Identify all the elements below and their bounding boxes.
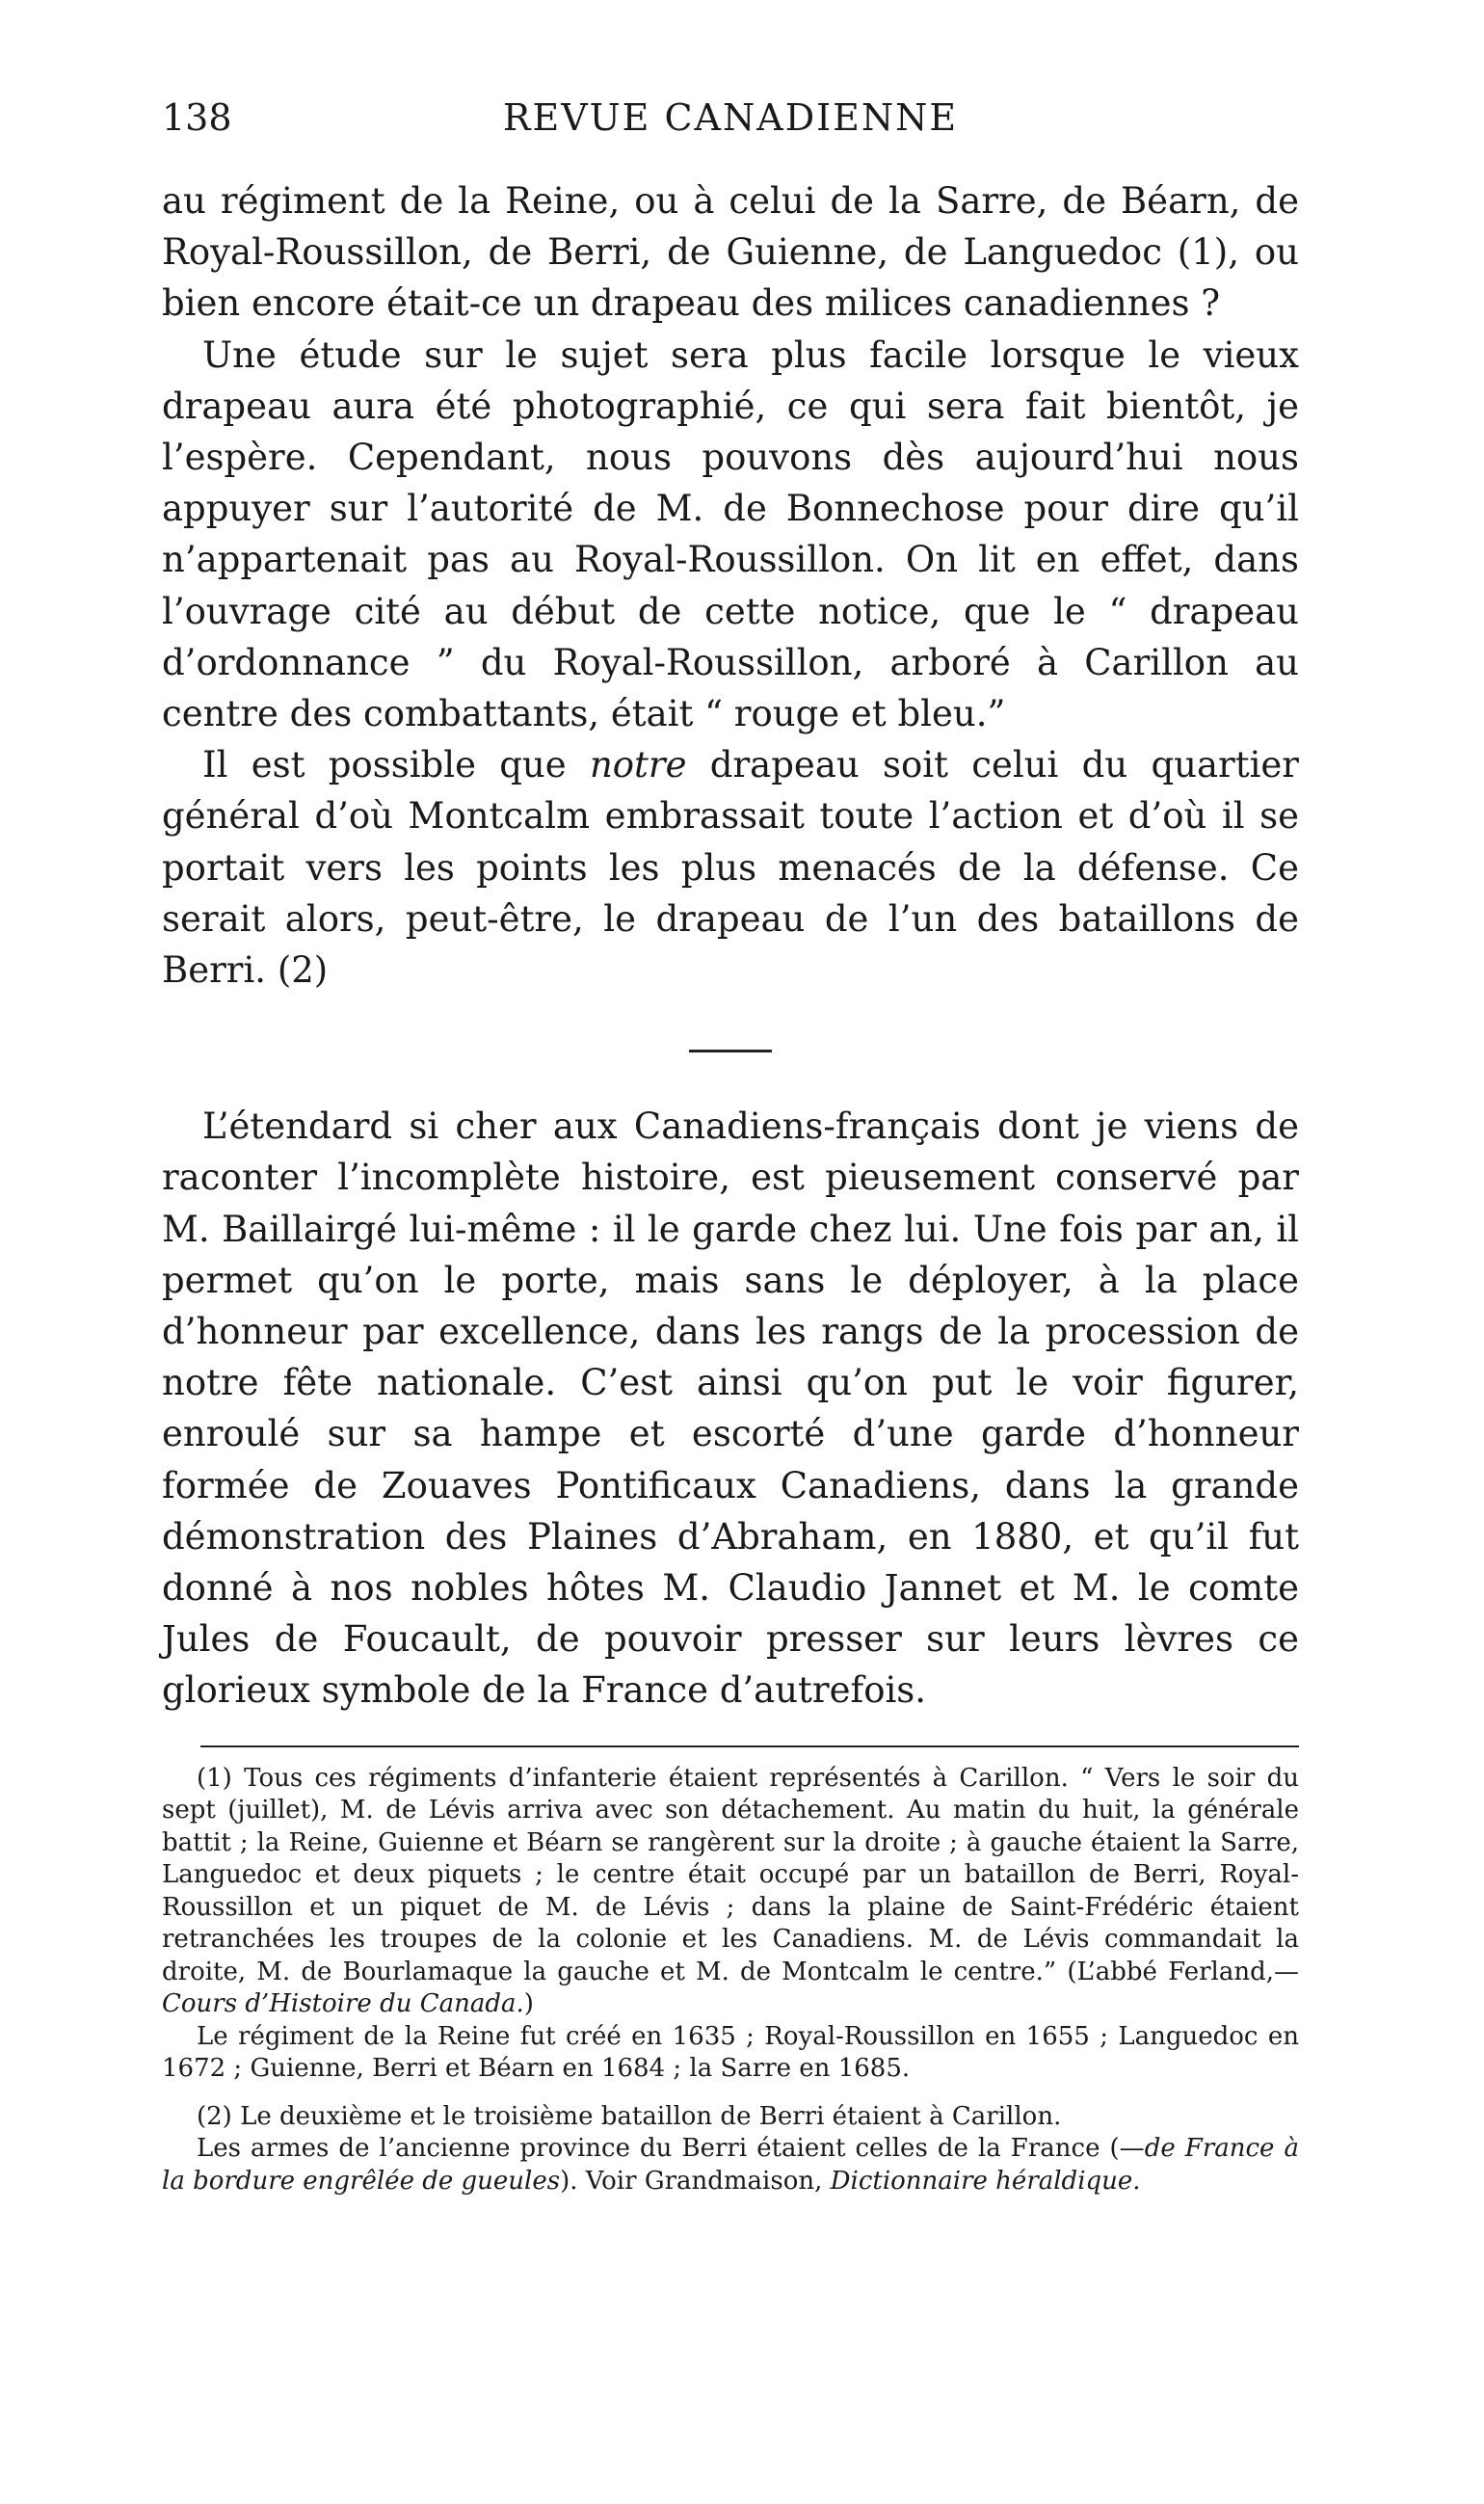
footnote-2: (2) Le deuxième et le troisième bataillon de Berri étaient à Carillon.	[197, 2101, 1062, 2131]
footnote-1-continued: Le régiment de la Reine fut créé en 1635 ; Royal-Roussillon en 1655 ; Languedoc en 1672 ; Guienne, Berri et Béarn en 1684 ; la Sarre en 1685.	[162, 2021, 1299, 2084]
paragraph-4: L’étendard si cher aux Canadiens-français dont je viens de raconter l’incomplète histoire, est pieusement conservé par M. Baillairgé lui-même : il le garde chez lui. Une fois par an, il permet qu’on le porte, mais sans le déployer, à la place d’honneur par excellence, dans les rangs de la procession de notre fête nationale. C’est ainsi qu’on put le voir figurer, enroulé sur sa hampe et escorté d’une garde d’honneur formée de Zouaves Pontificaux Canadiens, dans la grande démonstration des Plaines d’Abraham, en 1880, et qu’il fut donné à nos nobles hôtes M. Claudio Jannet et M. le comte Jules de Foucault, de pouvoir presser sur leurs lèvres ce glorieux symbole de la France d’autrefois.	[162, 1105, 1299, 1712]
footnote-1	[162, 1763, 1299, 2021]
footnotes	[162, 1763, 1299, 2198]
paragraph-3	[162, 739, 1299, 996]
paragraph-3-text-start: Il est possible que	[202, 744, 590, 786]
paragraph-2: Une étude sur le sujet sera plus facile lorsque le vieux drapeau aura été photographié, ce qui sera fait bientôt, je l’espère. Cependant, nous pouvons dès aujourd’hui nous appuyer sur l’autorité de M. de Bonnechose pour dire qu’il n’appartenait pas au Royal-Roussillon. On lit en effet, dans l’ouvrage cité au début de cette notice, que le “ drapeau d’ordonnance ” du Royal-Roussillon, arboré à Carillon au centre des combattants, était “ rouge et bleu.”	[162, 333, 1299, 735]
paragraph-1: au régiment de la Reine, ou à celui de la Sarre, de Béarn, de Royal-Roussillon, de Berri, de Guienne, de Languedoc (1), ou bien encore était-ce un drapeau des milices canadiennes ?	[162, 180, 1299, 325]
footnote-2-blazon: de France à la bordure engrêlée de gueules	[162, 2134, 1299, 2196]
footnote-divider	[200, 1745, 1299, 1747]
footnote-1-citation: Cours d’Histoire du Canada.	[162, 1989, 524, 2019]
footnote-2-continued	[162, 2133, 1299, 2198]
paragraph-3-text-end: drapeau soit celui du quartier général d’où Montcalm embrassait toute l’action et d’où il se portait vers les points les plus menacés de la défense. Ce serait alors, peut-être, le drapeau de l’un des bataillons de Berri. (2)	[162, 744, 1299, 992]
section-divider	[689, 1050, 772, 1052]
document-page	[162, 96, 1299, 2198]
footnote-1-close: )	[523, 1989, 534, 2019]
footnote-2-middle: ). Voir Grandmaison,	[560, 2166, 831, 2196]
footnote-2-reference: Dictionnaire héraldique.	[830, 2166, 1141, 2196]
page-number: 138	[162, 96, 232, 139]
footnote-2-text: Les armes de l’ancienne province du Berri étaient celles de la France (—	[197, 2134, 1145, 2164]
footnote-1-text: (1) Tous ces régiments d’infanterie étaient représentés à Carillon. “ Vers le soir du sept (juillet), M. de Lévis arriva avec son détachement. Au matin du huit, la générale battit ; la Reine, Guienne et Béarn se rangèrent sur la droite ; à gauche étaient la Sarre, Languedoc et deux piquets ; le centre était occupé par un bataillon de Berri, Royal-Roussillon et un piquet de M. de Lévis ; dans la plaine de Saint-Frédéric étaient retranchées les troupes de la colonie et les Canadiens. M. de Lévis commandait la droite, M. de Bourlamaque la gauche et M. de Montcalm le centre.” (L’abbé Ferland,—	[162, 1763, 1299, 1986]
body-text	[162, 175, 1299, 1717]
running-title: REVUE CANADIENNE	[502, 96, 959, 139]
paragraph-3-emphasis: notre	[589, 744, 687, 786]
page-header	[162, 96, 1299, 154]
